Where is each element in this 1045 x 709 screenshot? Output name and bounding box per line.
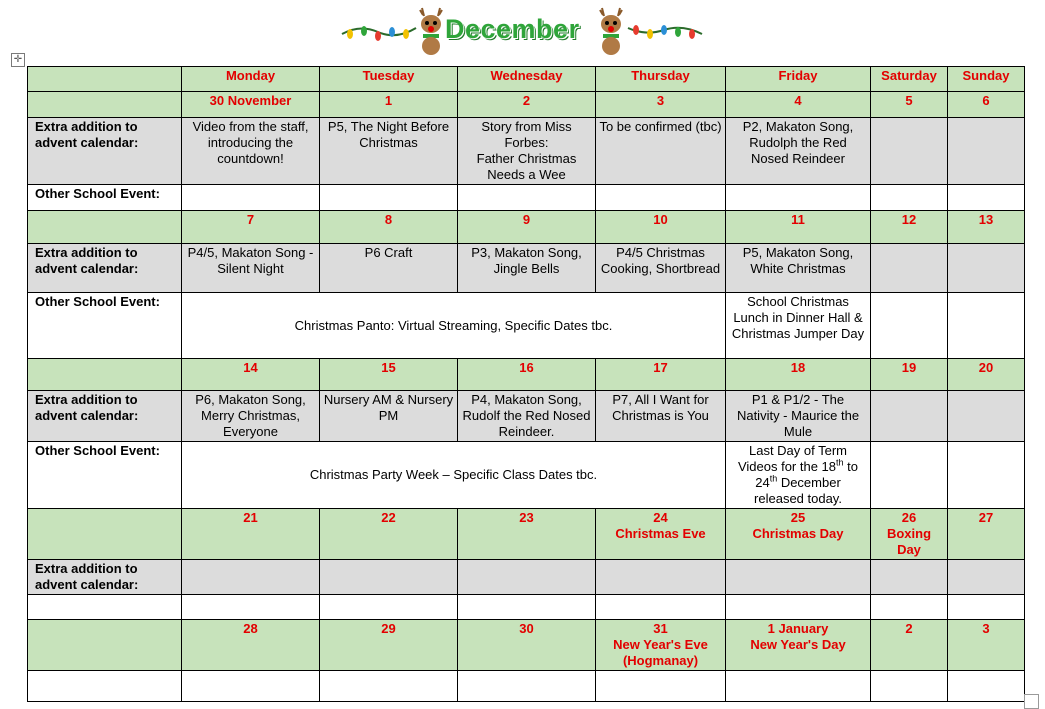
date-number: 29 — [381, 621, 396, 636]
blank-cell — [458, 671, 596, 702]
advent-cell: P6, Makaton Song, Merry Christmas, Everyone — [182, 391, 320, 442]
event-span-cell: Christmas Party Week – Specific Class Dates tbc. — [182, 442, 726, 509]
advent-cell: P4/5, Makaton Song - Silent Night — [182, 244, 320, 293]
date-cell: 2 — [458, 92, 596, 118]
advent-cell — [948, 560, 1025, 595]
week4-advent-row — [28, 560, 1025, 595]
week3-advent-row — [28, 391, 1025, 442]
date-cell: 7 — [182, 211, 320, 244]
date-number: 22 — [381, 510, 396, 525]
event-cell — [726, 185, 871, 211]
date-cell: 9 — [458, 211, 596, 244]
date-cell: 10 — [596, 211, 726, 244]
date-cell — [726, 509, 871, 560]
event-label: Other School Event: — [28, 293, 182, 359]
reindeer-right-icon — [594, 6, 628, 56]
date-number: 31 — [653, 621, 668, 636]
date-cell: 14 — [182, 359, 320, 391]
week3-date-row — [28, 359, 1025, 391]
blank-cell — [28, 67, 182, 92]
week1-date-row — [28, 92, 1025, 118]
advent-text: Father Christmas Needs a Wee — [476, 151, 577, 182]
date-number: 2 — [905, 621, 913, 636]
week1-advent-row — [28, 118, 1025, 185]
weekday-header-row — [28, 67, 1025, 92]
date-cell: 30 November — [182, 92, 320, 118]
event-cell — [596, 185, 726, 211]
advent-cell: P7, All I Want for Christmas is You — [596, 391, 726, 442]
day-header-monday: Monday — [182, 67, 320, 92]
advent-cell: Video from the staff, introducing the countdown! — [182, 118, 320, 185]
date-cell: 20 — [948, 359, 1025, 391]
date-number: 21 — [243, 510, 258, 525]
event-cell — [182, 185, 320, 211]
date-cell: 4 — [726, 92, 871, 118]
table-resize-handle[interactable] — [1024, 694, 1039, 709]
blank-cell — [726, 595, 871, 620]
date-cell — [871, 620, 948, 671]
holiday-name: Christmas Day — [752, 526, 844, 541]
date-cell: 15 — [320, 359, 458, 391]
day-header-sunday: Sunday — [948, 67, 1025, 92]
day-header-friday: Friday — [726, 67, 871, 92]
advent-cell — [726, 560, 871, 595]
advent-cell — [596, 560, 726, 595]
week5-date-row — [28, 620, 1025, 671]
date-cell: 1 — [320, 92, 458, 118]
event-label: Other School Event: — [28, 185, 182, 211]
advent-cell — [948, 244, 1025, 293]
event-cell — [871, 293, 948, 359]
advent-cell — [182, 560, 320, 595]
blank-cell — [28, 92, 182, 118]
date-cell: 6 — [948, 92, 1025, 118]
date-number: 24 — [653, 510, 668, 525]
event-text: Last Day of Term Videos for the 18 — [737, 443, 848, 474]
date-cell — [182, 509, 320, 560]
date-cell: 3 — [596, 92, 726, 118]
date-cell: 16 — [458, 359, 596, 391]
advent-label: Extra addition to advent calendar: — [28, 560, 182, 595]
date-number: 25 — [790, 510, 806, 525]
advent-cell — [871, 244, 948, 293]
date-number: 1 January — [767, 621, 829, 636]
ordinal-suffix: th — [836, 457, 844, 468]
date-number: 26 — [901, 510, 917, 525]
event-cell — [458, 185, 596, 211]
holiday-name: New Year's Eve (Hogmanay) — [613, 637, 708, 668]
blank-cell — [948, 671, 1025, 702]
advent-cell — [871, 118, 948, 185]
advent-label: Extra addition to advent calendar: — [28, 391, 182, 442]
christmas-lights-right-icon — [626, 18, 704, 44]
day-header-saturday: Saturday — [871, 67, 948, 92]
blank-cell — [28, 671, 182, 702]
blank-cell — [871, 595, 948, 620]
christmas-lights-left-icon — [340, 18, 418, 44]
date-cell — [596, 620, 726, 671]
date-cell: 18 — [726, 359, 871, 391]
week2-event-row — [28, 293, 1025, 359]
event-cell — [871, 185, 948, 211]
date-number: 30 — [519, 621, 534, 636]
blank-cell — [458, 595, 596, 620]
week1-event-row — [28, 185, 1025, 211]
date-cell: 19 — [871, 359, 948, 391]
date-cell — [871, 509, 948, 560]
blank-cell — [948, 595, 1025, 620]
blank-cell — [28, 211, 182, 244]
advent-cell: P2, Makaton Song, Rudolph the Red Nosed Reindeer — [726, 118, 871, 185]
blank-cell — [871, 671, 948, 702]
holiday-name: New Year's Day — [750, 637, 846, 652]
week4-blank-row — [28, 595, 1025, 620]
date-cell — [948, 620, 1025, 671]
date-cell — [320, 620, 458, 671]
event-text: December released today. — [754, 475, 842, 506]
event-cell — [948, 442, 1025, 509]
holiday-name: Boxing Day — [886, 526, 932, 557]
table-move-handle-icon[interactable]: ✛ — [11, 53, 25, 67]
event-cell — [948, 185, 1025, 211]
advent-cell: P3, Makaton Song, Jingle Bells — [458, 244, 596, 293]
week4-date-row — [28, 509, 1025, 560]
blank-cell — [320, 595, 458, 620]
blank-cell — [320, 671, 458, 702]
blank-cell — [28, 509, 182, 560]
date-number: 23 — [519, 510, 534, 525]
advent-cell: To be confirmed (tbc) — [596, 118, 726, 185]
date-cell — [458, 509, 596, 560]
event-label: Other School Event: — [28, 442, 182, 509]
advent-cell: P6 Craft — [320, 244, 458, 293]
date-cell: 13 — [948, 211, 1025, 244]
week5-blank-row — [28, 671, 1025, 702]
blank-cell — [596, 595, 726, 620]
day-header-thursday: Thursday — [596, 67, 726, 92]
advent-cell: P1 & P1/2 - The Nativity - Maurice the Mule — [726, 391, 871, 442]
blank-cell — [726, 671, 871, 702]
page-header — [0, 0, 1045, 64]
holiday-name: Christmas Eve — [615, 526, 706, 541]
advent-cell: P4, Makaton Song, Rudolf the Red Nosed Reindeer. — [458, 391, 596, 442]
blank-cell — [182, 595, 320, 620]
reindeer-left-icon — [414, 6, 448, 56]
advent-cell — [458, 118, 596, 185]
date-cell: 5 — [871, 92, 948, 118]
blank-cell — [28, 620, 182, 671]
advent-cell — [948, 118, 1025, 185]
advent-label: Extra addition to advent calendar: — [28, 118, 182, 185]
date-cell — [726, 620, 871, 671]
advent-cell: Nursery AM & Nursery PM — [320, 391, 458, 442]
blank-cell — [596, 671, 726, 702]
event-cell — [320, 185, 458, 211]
day-header-tuesday: Tuesday — [320, 67, 458, 92]
date-number: 27 — [978, 510, 994, 525]
event-text: to 24 — [755, 459, 859, 490]
december-calendar-table — [27, 66, 1025, 702]
week2-date-row — [28, 211, 1025, 244]
event-cell: School Christmas Lunch in Dinner Hall & Christmas Jumper Day — [726, 293, 871, 359]
date-cell: 11 — [726, 211, 871, 244]
date-cell: 8 — [320, 211, 458, 244]
date-number: 28 — [243, 621, 258, 636]
date-cell — [596, 509, 726, 560]
week3-event-row — [28, 442, 1025, 509]
date-cell — [458, 620, 596, 671]
event-span-cell: Christmas Panto: Virtual Streaming, Specific Dates tbc. — [182, 293, 726, 359]
date-cell — [948, 509, 1025, 560]
blank-cell — [28, 359, 182, 391]
event-cell — [948, 293, 1025, 359]
event-cell — [726, 442, 871, 509]
blank-cell — [182, 671, 320, 702]
advent-text: Story from Miss Forbes: — [481, 119, 572, 150]
blank-cell — [28, 595, 182, 620]
advent-cell — [458, 560, 596, 595]
date-cell — [182, 620, 320, 671]
ordinal-suffix: th — [769, 473, 778, 484]
date-cell — [320, 509, 458, 560]
advent-cell: P5, The Night Before Christmas — [320, 118, 458, 185]
date-cell: 12 — [871, 211, 948, 244]
advent-cell — [871, 391, 948, 442]
week2-advent-row — [28, 244, 1025, 293]
advent-cell — [320, 560, 458, 595]
advent-cell — [948, 391, 1025, 442]
date-number: 3 — [982, 621, 990, 636]
advent-cell: P5, Makaton Song, White Christmas — [726, 244, 871, 293]
day-header-wednesday: Wednesday — [458, 67, 596, 92]
advent-label: Extra addition to advent calendar: — [28, 244, 182, 293]
advent-cell: P4/5 Christmas Cooking, Shortbread — [596, 244, 726, 293]
page-title: December — [445, 14, 580, 44]
event-cell — [871, 442, 948, 509]
advent-cell — [871, 560, 948, 595]
date-cell: 17 — [596, 359, 726, 391]
